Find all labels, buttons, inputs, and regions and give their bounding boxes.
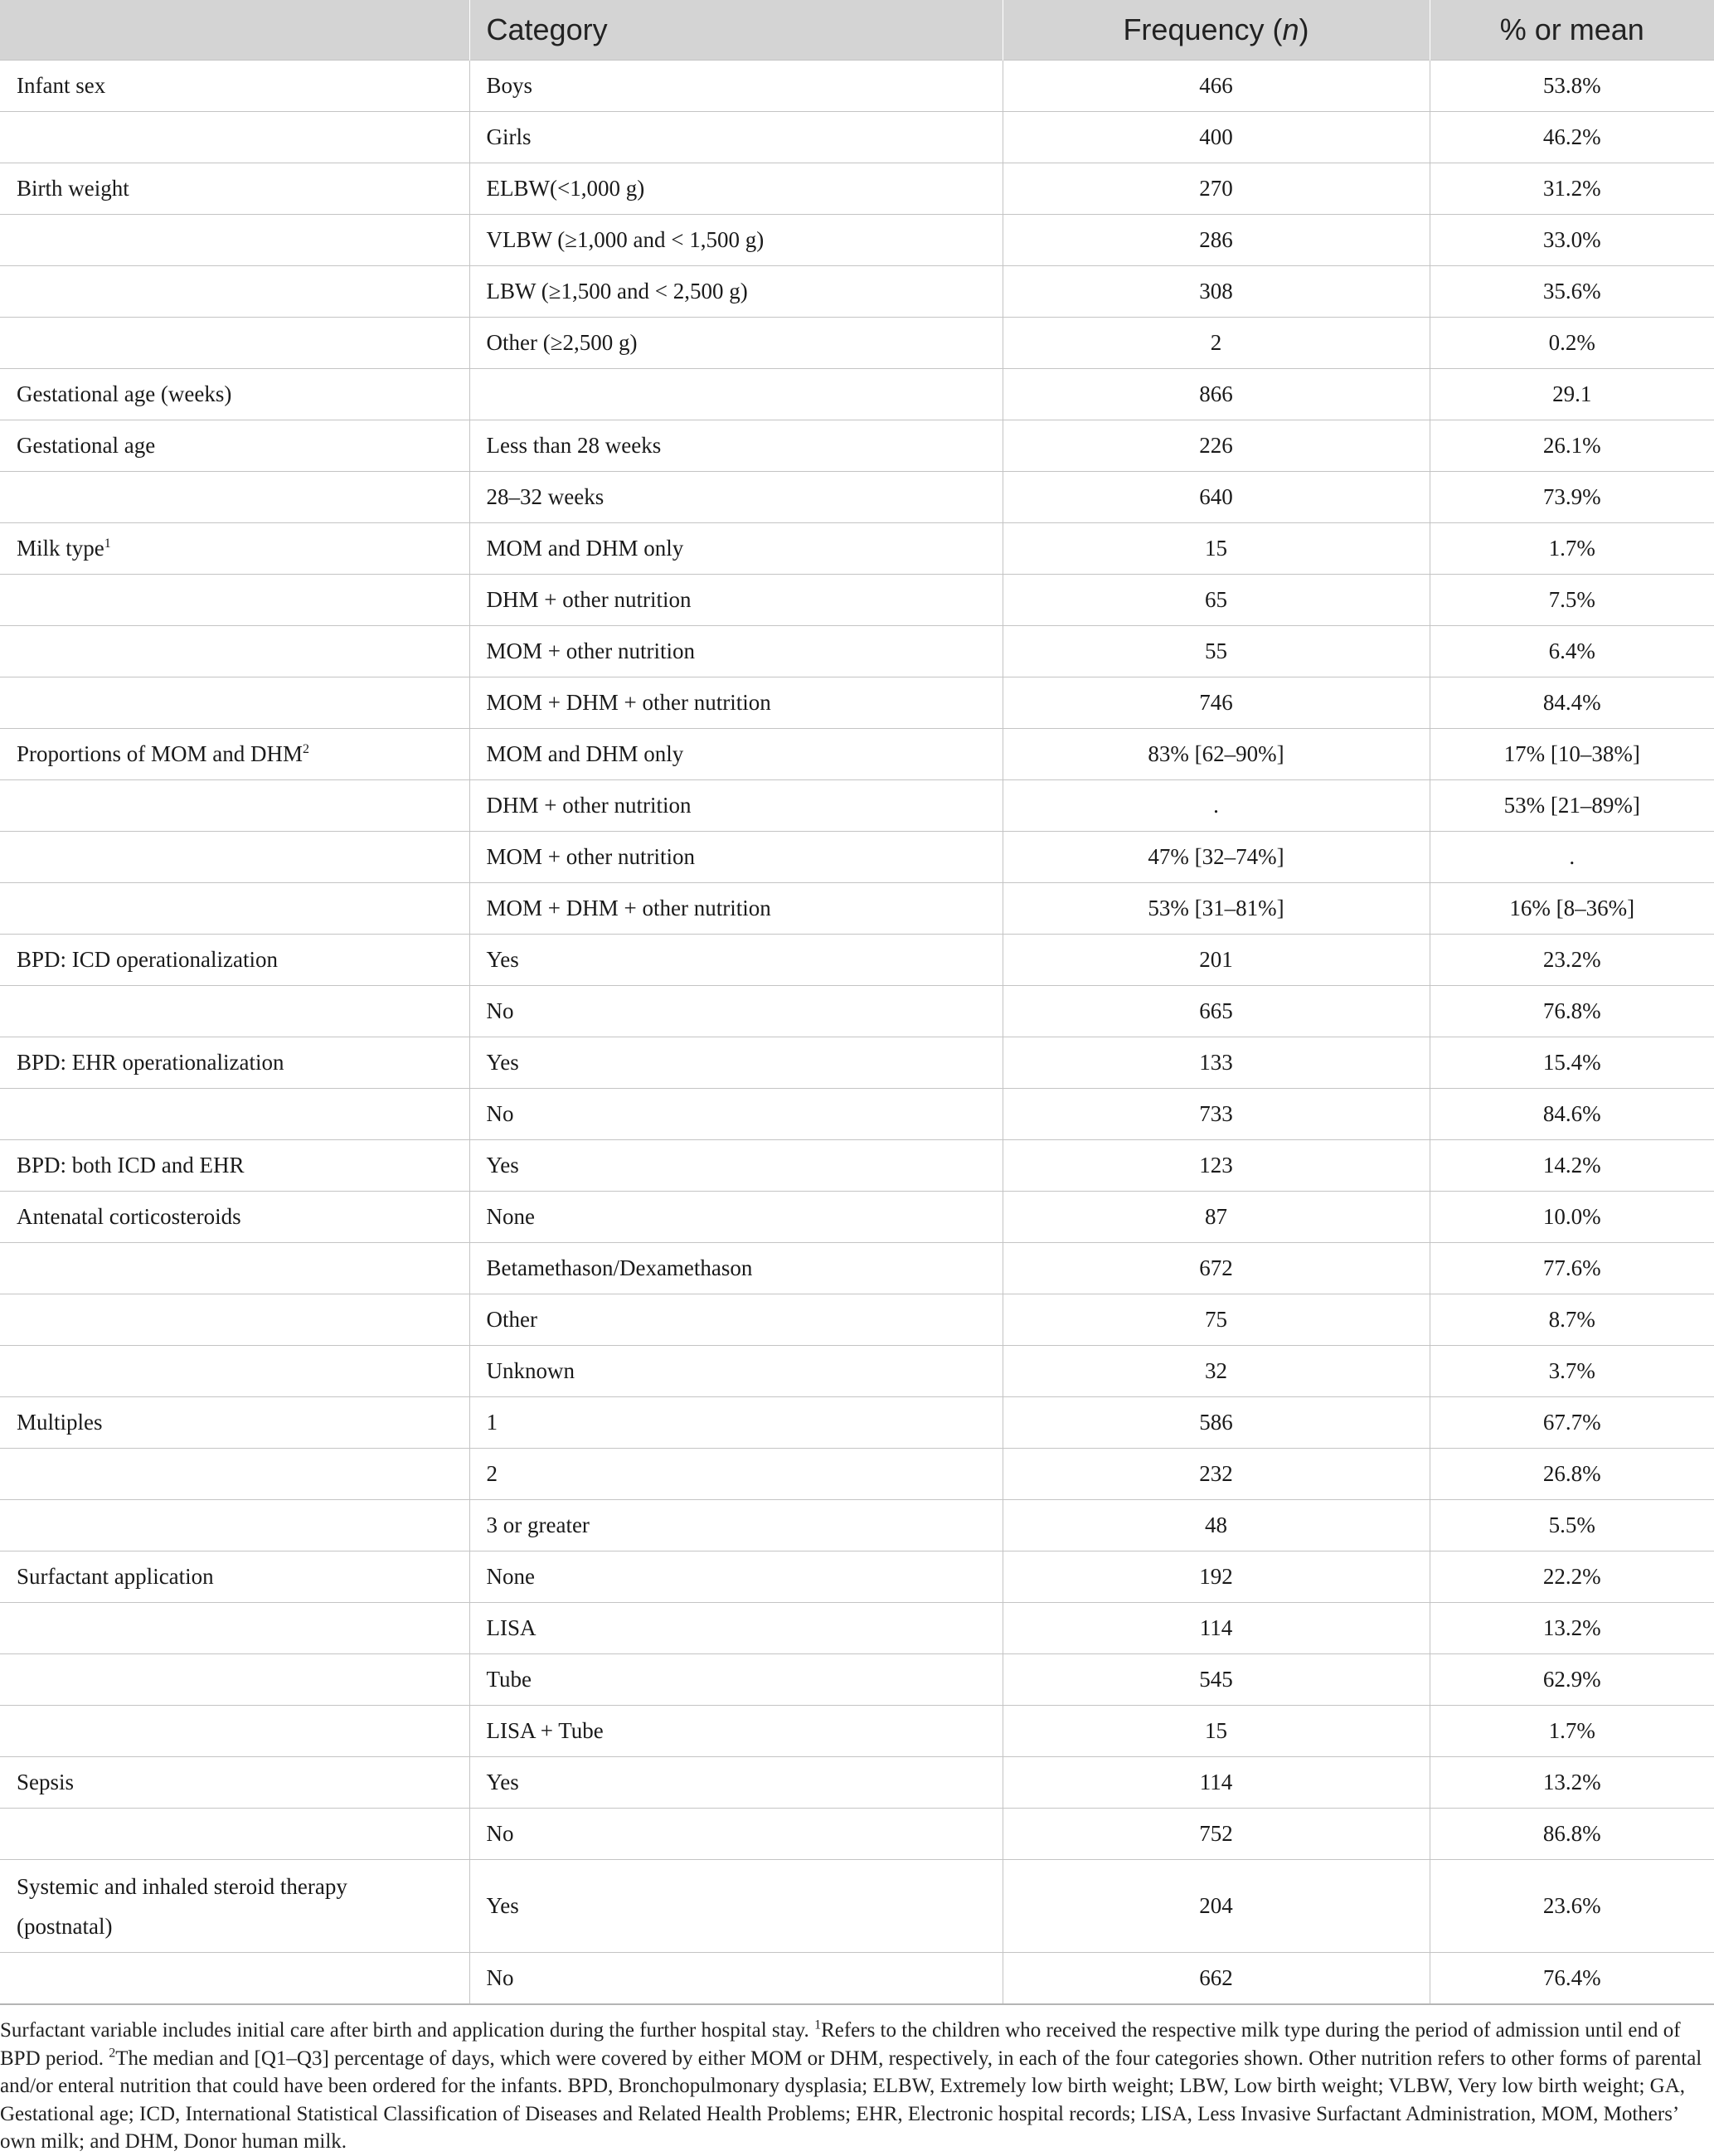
row-variable-label	[0, 1089, 469, 1140]
row-frequency: 204	[1003, 1860, 1430, 1953]
row-variable-label	[0, 1603, 469, 1654]
row-frequency: 48	[1003, 1500, 1430, 1551]
table-row	[0, 1449, 1714, 1500]
row-frequency: 308	[1003, 266, 1430, 318]
row-percent: 31.2%	[1430, 163, 1714, 215]
row-frequency: 662	[1003, 1953, 1430, 2005]
row-category: DHM + other nutrition	[469, 780, 1003, 832]
row-category: LBW (≥1,500 and < 2,500 g)	[469, 266, 1003, 318]
row-category: Boys	[469, 61, 1003, 112]
row-frequency: 545	[1003, 1654, 1430, 1706]
table-row	[0, 780, 1714, 832]
row-percent: 26.1%	[1430, 420, 1714, 472]
row-frequency: 114	[1003, 1757, 1430, 1809]
row-category: 28–32 weeks	[469, 472, 1003, 523]
table-row	[0, 1346, 1714, 1397]
row-frequency: 114	[1003, 1603, 1430, 1654]
row-frequency: .	[1003, 780, 1430, 832]
row-frequency: 75	[1003, 1294, 1430, 1346]
row-variable-label	[0, 1243, 469, 1294]
row-variable-label	[0, 677, 469, 729]
row-variable-label	[0, 575, 469, 626]
table-body	[0, 61, 1714, 2005]
header-frequency-pre: Frequency (	[1123, 12, 1283, 46]
row-category: LISA + Tube	[469, 1706, 1003, 1757]
row-variable-label-text: Gestational age	[17, 433, 156, 458]
row-variable-label-text: Infant sex	[17, 73, 106, 98]
row-category: Yes	[469, 1860, 1003, 1953]
table-row	[0, 420, 1714, 472]
row-category: Betamethason/Dexamethason	[469, 1243, 1003, 1294]
table-row	[0, 1192, 1714, 1243]
row-percent: 16% [8–36%]	[1430, 883, 1714, 935]
table-row	[0, 61, 1714, 112]
header-percent: % or mean	[1430, 0, 1714, 61]
row-variable-label	[0, 318, 469, 369]
row-variable-label	[0, 266, 469, 318]
row-percent: 76.4%	[1430, 1953, 1714, 2005]
row-percent: 33.0%	[1430, 215, 1714, 266]
row-variable-label	[0, 986, 469, 1037]
row-frequency: 2	[1003, 318, 1430, 369]
row-percent: 10.0%	[1430, 1192, 1714, 1243]
header-variable	[0, 0, 469, 61]
row-frequency: 270	[1003, 163, 1430, 215]
row-variable-label-text: Surfactant application	[17, 1564, 214, 1589]
row-variable-label	[0, 1397, 469, 1449]
row-frequency: 733	[1003, 1089, 1430, 1140]
row-variable-label	[0, 369, 469, 420]
row-category: No	[469, 986, 1003, 1037]
row-category: Girls	[469, 112, 1003, 163]
row-frequency: 286	[1003, 215, 1430, 266]
row-variable-label	[0, 780, 469, 832]
table-row	[0, 1037, 1714, 1089]
table-row	[0, 1500, 1714, 1551]
row-frequency: 400	[1003, 112, 1430, 163]
row-category	[469, 369, 1003, 420]
row-percent: 53% [21–89%]	[1430, 780, 1714, 832]
row-category: 1	[469, 1397, 1003, 1449]
row-variable-label	[0, 61, 469, 112]
row-percent: 1.7%	[1430, 523, 1714, 575]
row-variable-label	[0, 523, 469, 575]
footnote-part-3: The median and [Q1–Q3] percentage of days, which were covered by either MOM or DHM, respectively, in each of the four categories shown. Other nutrition refers to other forms of parental and/or enteral nutrition that could have been ordered for the infants. BPD, Bronchopulmonary dysplasia; ELBW, Extremely low birth weight; LBW, Low birth weight; VLBW, Very low birth weight; GA, Gestational age; ICD, International Statistical Classification of Diseases and Related Health Problems; EHR, Electronic hospital records; LISA, Less Invasive Surfactant Administration, MOM, Mothers’ own milk; and DHM, Donor human milk.	[0, 2047, 1702, 2153]
row-category: Yes	[469, 935, 1003, 986]
table-row	[0, 1243, 1714, 1294]
table-row	[0, 163, 1714, 215]
table-row	[0, 832, 1714, 883]
row-variable-label	[0, 472, 469, 523]
table-row	[0, 1860, 1714, 1953]
footnote-sup-1: 1	[814, 2018, 822, 2032]
table-row	[0, 677, 1714, 729]
table-row	[0, 1706, 1714, 1757]
row-frequency: 192	[1003, 1551, 1430, 1603]
row-percent: 84.6%	[1430, 1089, 1714, 1140]
table-row	[0, 112, 1714, 163]
row-frequency: 586	[1003, 1397, 1430, 1449]
table-row	[0, 1140, 1714, 1192]
header-frequency-post: )	[1299, 12, 1309, 46]
table-row	[0, 1654, 1714, 1706]
row-percent: 5.5%	[1430, 1500, 1714, 1551]
row-frequency: 55	[1003, 626, 1430, 677]
row-variable-label	[0, 1140, 469, 1192]
row-category: No	[469, 1953, 1003, 2005]
row-category: MOM + other nutrition	[469, 626, 1003, 677]
table-row	[0, 266, 1714, 318]
table-row	[0, 986, 1714, 1037]
table-row	[0, 935, 1714, 986]
row-category: MOM + other nutrition	[469, 832, 1003, 883]
row-frequency: 746	[1003, 677, 1430, 729]
row-footnote-marker: 1	[104, 537, 111, 551]
row-percent: 46.2%	[1430, 112, 1714, 163]
row-variable-label	[0, 1551, 469, 1603]
row-percent: .	[1430, 832, 1714, 883]
row-category: Other (≥2,500 g)	[469, 318, 1003, 369]
row-percent: 67.7%	[1430, 1397, 1714, 1449]
row-frequency: 83% [62–90%]	[1003, 729, 1430, 780]
row-variable-label	[0, 1654, 469, 1706]
row-variable-label	[0, 420, 469, 472]
table-row	[0, 1397, 1714, 1449]
row-percent: 3.7%	[1430, 1346, 1714, 1397]
row-category: MOM + DHM + other nutrition	[469, 883, 1003, 935]
row-frequency: 466	[1003, 61, 1430, 112]
row-variable-label-text: BPD: both ICD and EHR	[17, 1153, 245, 1178]
table-row	[0, 318, 1714, 369]
row-category: ELBW(<1,000 g)	[469, 163, 1003, 215]
footnote-part-2: Refers to the children who received the respective milk type during the period of admission until end of BPD period.	[0, 2019, 1681, 2070]
row-frequency: 133	[1003, 1037, 1430, 1089]
row-variable-label-text: Gestational age (weeks)	[17, 381, 232, 406]
row-percent: 73.9%	[1430, 472, 1714, 523]
row-percent: 14.2%	[1430, 1140, 1714, 1192]
row-frequency: 53% [31–81%]	[1003, 883, 1430, 935]
row-variable-label-text: Antenatal corticosteroids	[17, 1204, 241, 1229]
row-variable-label-text: Multiples	[17, 1410, 103, 1435]
table-row	[0, 626, 1714, 677]
row-percent: 1.7%	[1430, 1706, 1714, 1757]
row-percent: 13.2%	[1430, 1757, 1714, 1809]
row-category: MOM and DHM only	[469, 729, 1003, 780]
table-row	[0, 1294, 1714, 1346]
row-category: None	[469, 1551, 1003, 1603]
row-frequency: 665	[1003, 986, 1430, 1037]
row-variable-label	[0, 1706, 469, 1757]
table-row	[0, 1551, 1714, 1603]
table-row	[0, 729, 1714, 780]
table-row	[0, 215, 1714, 266]
row-variable-label	[0, 1500, 469, 1551]
table-row	[0, 1757, 1714, 1809]
table-row	[0, 1809, 1714, 1860]
row-percent: 7.5%	[1430, 575, 1714, 626]
row-variable-label	[0, 626, 469, 677]
row-variable-label	[0, 1860, 469, 1953]
row-variable-label	[0, 1037, 469, 1089]
row-variable-label-line1: Systemic and inhaled steroid therapy	[17, 1873, 347, 1899]
row-percent: 76.8%	[1430, 986, 1714, 1037]
row-category: No	[469, 1089, 1003, 1140]
table-row	[0, 1089, 1714, 1140]
row-frequency: 47% [32–74%]	[1003, 832, 1430, 883]
row-percent: 0.2%	[1430, 318, 1714, 369]
row-frequency: 226	[1003, 420, 1430, 472]
header-row	[0, 0, 1714, 61]
row-percent: 26.8%	[1430, 1449, 1714, 1500]
row-category: VLBW (≥1,000 and < 1,500 g)	[469, 215, 1003, 266]
table-header	[0, 0, 1714, 61]
row-category: MOM + DHM + other nutrition	[469, 677, 1003, 729]
row-percent: 84.4%	[1430, 677, 1714, 729]
table-row	[0, 369, 1714, 420]
row-category: Yes	[469, 1140, 1003, 1192]
row-variable-label	[0, 1294, 469, 1346]
row-frequency: 15	[1003, 523, 1430, 575]
row-percent: 17% [10–38%]	[1430, 729, 1714, 780]
row-variable-label	[0, 1346, 469, 1397]
row-percent: 86.8%	[1430, 1809, 1714, 1860]
row-percent: 62.9%	[1430, 1654, 1714, 1706]
row-variable-label	[0, 729, 469, 780]
row-variable-label	[0, 1809, 469, 1860]
row-category: Other	[469, 1294, 1003, 1346]
table-row	[0, 883, 1714, 935]
row-percent: 35.6%	[1430, 266, 1714, 318]
row-variable-label	[0, 1449, 469, 1500]
row-variable-label	[0, 1192, 469, 1243]
row-category: DHM + other nutrition	[469, 575, 1003, 626]
header-frequency-n: n	[1282, 12, 1299, 46]
row-frequency: 123	[1003, 1140, 1430, 1192]
row-percent: 22.2%	[1430, 1551, 1714, 1603]
row-percent: 29.1	[1430, 369, 1714, 420]
row-category: Yes	[469, 1757, 1003, 1809]
row-variable-label-text: BPD: ICD operationalization	[17, 947, 278, 972]
footnote-sup-2: 2	[109, 2046, 116, 2061]
header-category: Category	[469, 0, 1003, 61]
row-category: No	[469, 1809, 1003, 1860]
row-variable-label	[0, 112, 469, 163]
row-frequency: 32	[1003, 1346, 1430, 1397]
row-percent: 53.8%	[1430, 61, 1714, 112]
table-row	[0, 1603, 1714, 1654]
row-variable-label-text: Milk type	[17, 536, 104, 561]
row-percent: 77.6%	[1430, 1243, 1714, 1294]
row-frequency: 201	[1003, 935, 1430, 986]
table-row	[0, 1953, 1714, 2005]
row-category: Unknown	[469, 1346, 1003, 1397]
row-variable-label	[0, 163, 469, 215]
table-row	[0, 575, 1714, 626]
table-row	[0, 472, 1714, 523]
row-variable-label-text: BPD: EHR operationalization	[17, 1050, 284, 1075]
row-frequency: 752	[1003, 1809, 1430, 1860]
row-category: Tube	[469, 1654, 1003, 1706]
row-variable-label-text: Sepsis	[17, 1770, 75, 1794]
row-variable-label	[0, 832, 469, 883]
row-variable-label-text: Birth weight	[17, 176, 129, 201]
row-variable-label	[0, 1953, 469, 2005]
row-frequency: 87	[1003, 1192, 1430, 1243]
row-frequency: 65	[1003, 575, 1430, 626]
row-percent: 13.2%	[1430, 1603, 1714, 1654]
table-row	[0, 523, 1714, 575]
row-variable-label-line2: (postnatal)	[17, 1913, 113, 1939]
row-footnote-marker: 2	[303, 742, 310, 756]
row-category: Yes	[469, 1037, 1003, 1089]
row-percent: 15.4%	[1430, 1037, 1714, 1089]
row-category: 2	[469, 1449, 1003, 1500]
row-frequency: 672	[1003, 1243, 1430, 1294]
row-percent: 6.4%	[1430, 626, 1714, 677]
footnote-part-1: Surfactant variable includes initial care after birth and application during the further hospital stay.	[0, 2019, 815, 2042]
row-category: 3 or greater	[469, 1500, 1003, 1551]
row-category: Less than 28 weeks	[469, 420, 1003, 472]
row-category: None	[469, 1192, 1003, 1243]
header-frequency	[1003, 0, 1430, 61]
row-percent: 23.6%	[1430, 1860, 1714, 1953]
row-percent: 23.2%	[1430, 935, 1714, 986]
row-variable-label	[0, 935, 469, 986]
row-frequency: 15	[1003, 1706, 1430, 1757]
row-variable-label	[0, 883, 469, 935]
row-variable-label	[0, 215, 469, 266]
table-footnote	[0, 2005, 1714, 2156]
row-percent: 8.7%	[1430, 1294, 1714, 1346]
row-category: LISA	[469, 1603, 1003, 1654]
row-frequency: 640	[1003, 472, 1430, 523]
row-variable-label	[0, 1757, 469, 1809]
row-category: MOM and DHM only	[469, 523, 1003, 575]
row-frequency: 232	[1003, 1449, 1430, 1500]
row-variable-label-text: Proportions of MOM and DHM	[17, 741, 303, 766]
row-frequency: 866	[1003, 369, 1430, 420]
